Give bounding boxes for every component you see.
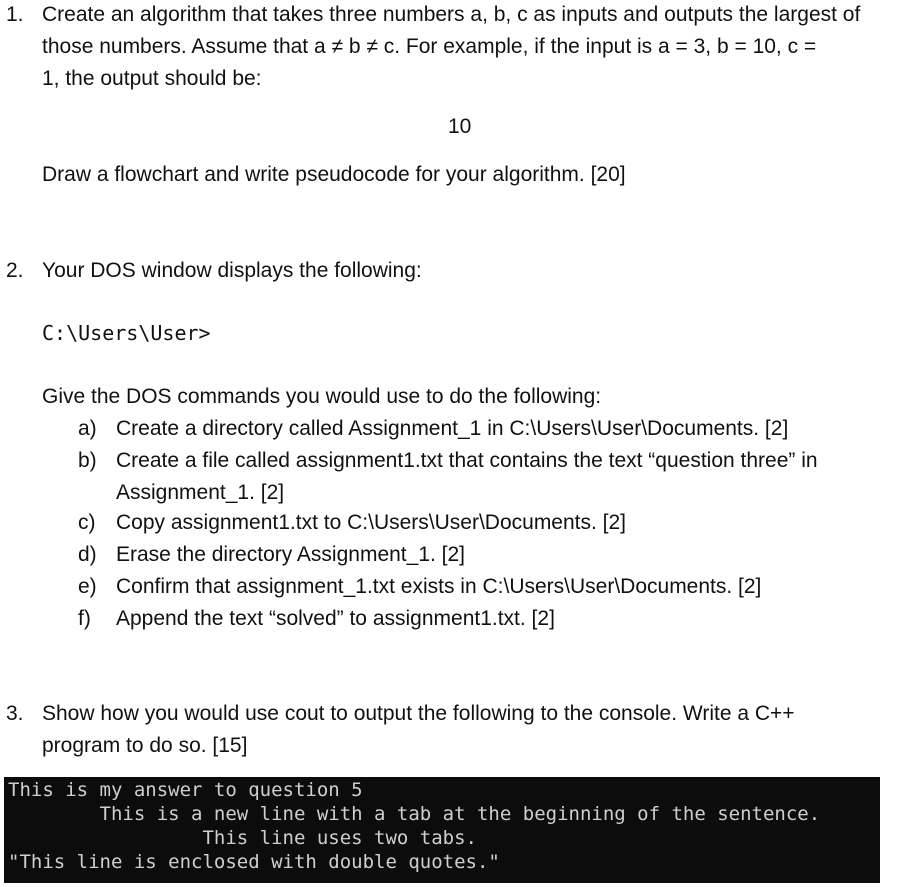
expected-output: 10 xyxy=(448,115,472,138)
item-label-f: f) xyxy=(78,607,91,630)
item-label-c: c) xyxy=(78,511,96,534)
console-line-4: "This line is enclosed with double quotes." xyxy=(8,851,500,873)
console-line-3: This line uses two tabs. xyxy=(8,827,477,849)
item-text-d: Erase the directory Assignment_1. [2] xyxy=(116,543,466,566)
question-1-line-3 xyxy=(42,64,262,94)
question-3-number: 3. xyxy=(6,702,24,725)
console-line-1: This is my answer to question 5 xyxy=(8,779,363,801)
question-1-line-1 xyxy=(42,0,860,30)
question-2-intro: Your DOS window displays the following: xyxy=(42,259,422,282)
question-1-task: Draw a flowchart and write pseudocode for your algorithm. [20] xyxy=(42,163,626,186)
console-output-window xyxy=(4,777,880,883)
question-2-number: 2. xyxy=(6,259,24,282)
item-text-b: Create a file called assignment1.txt that contains the text “question three” in xyxy=(116,449,818,472)
console-line-2: This is a new line with a tab at the beginning of the sentence. xyxy=(8,803,821,825)
question-3-line-2: program to do so. [15] xyxy=(42,734,248,757)
question-1-number: 1. xyxy=(6,3,24,26)
question-2-instruction: Give the DOS commands you would use to do the following: xyxy=(42,385,602,408)
item-text-a: Create a directory called Assignment_1 in C:\Users\User\Documents. [2] xyxy=(116,417,789,440)
item-label-d: d) xyxy=(78,543,97,566)
item-text-c: Copy assignment1.txt to C:\Users\User\Documents. [2] xyxy=(116,511,627,534)
item-label-e: e) xyxy=(78,575,97,598)
question-3-line-1: Show how you would use cout to output the following to the console. Write a C++ xyxy=(42,702,795,725)
item-label-a: a) xyxy=(78,417,97,440)
question-1-line-2 xyxy=(42,32,816,62)
item-text-b-continued: Assignment_1. [2] xyxy=(116,481,285,504)
item-label-b: b) xyxy=(78,449,97,472)
item-text-e: Confirm that assignment_1.txt exists in C:\Users\User\Documents. [2] xyxy=(116,575,762,598)
question-1-text-3: 1, the output should be: xyxy=(42,67,262,90)
question-1-text-2: those numbers. Assume that a ≠ b ≠ c. For example, if the input is a = 3, b = 10, c = xyxy=(42,35,817,58)
item-text-f: Append the text “solved” to assignment1.txt. [2] xyxy=(116,607,555,630)
question-1-text-1: Create an algorithm that takes three numbers a, b, c as inputs and outputs the largest of xyxy=(42,3,861,26)
dos-prompt: C:\Users\User> xyxy=(42,321,211,345)
